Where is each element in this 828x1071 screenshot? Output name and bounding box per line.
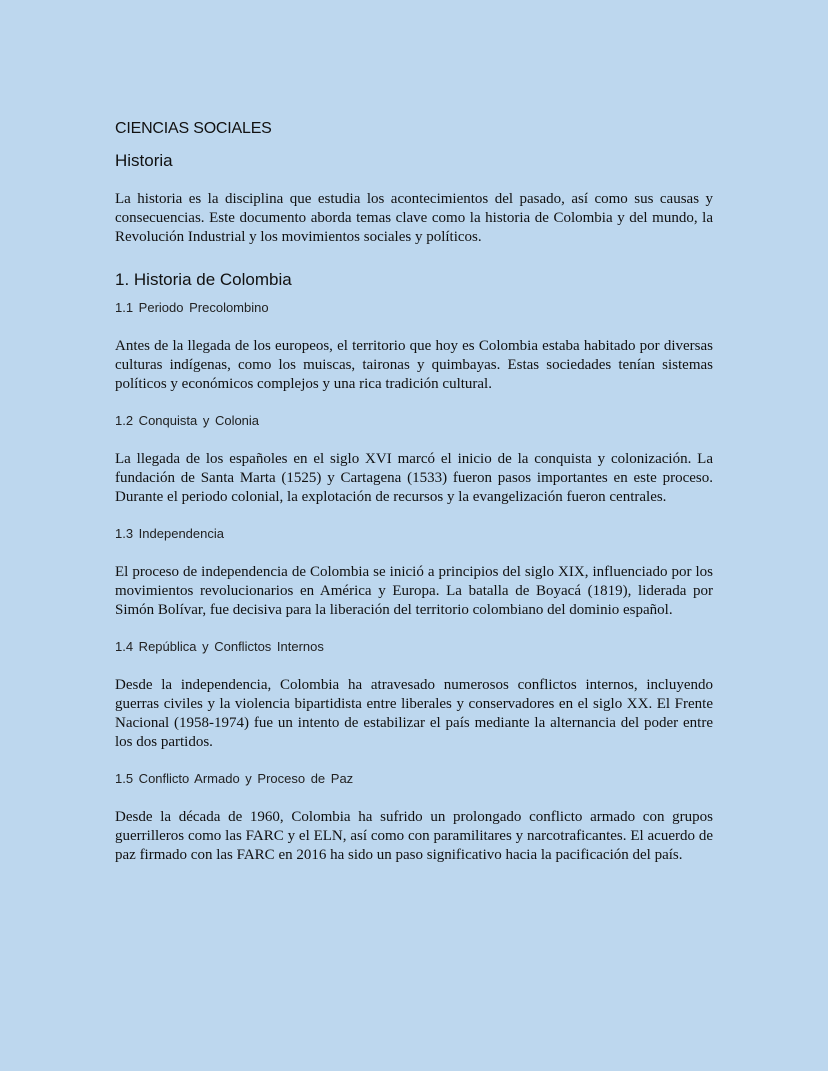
subsection-republica xyxy=(115,638,713,752)
subsection-paragraph: Antes de la llegada de los europeos, el territorio que hoy es Colombia estaba habitado por diversas culturas indígenas, como los muiscas, taironas y quimbayas. Estas sociedades tenían sistemas políticos y económicos complejos y una rica tradición cultural. xyxy=(115,338,713,392)
document-title: CIENCIAS SOCIALES xyxy=(115,120,272,137)
subsection-heading: 1.3 Independencia xyxy=(115,526,224,541)
subsection-heading: 1.5 Conflicto Armado y Proceso de Paz xyxy=(115,771,354,786)
subsection-precolombino xyxy=(115,299,713,394)
subsection-conquista xyxy=(115,412,713,507)
subsection-heading: 1.2 Conquista y Colonia xyxy=(115,413,260,428)
subsection-heading: 1.1 Periodo Precolombino xyxy=(115,300,269,315)
subsection-paragraph: Desde la independencia, Colombia ha atravesado numerosos conflictos internos, incluyendo guerras civiles y la violencia bipartidista entre liberales y conservadores en el siglo XX. El Frente Nacional (1958-1974) fue un intento de estabilizar el país mediante la alternancia del poder entre los dos partidos. xyxy=(115,677,713,750)
document-subtitle: Historia xyxy=(115,151,173,170)
subsection-paragraph: El proceso de independencia de Colombia se inició a principios del siglo XIX, influenciado por los movimientos revolucionarios en América y Europa. La batalla de Boyacá (1819), liderada por Simón Bolívar, fue decisiva para la liberación del territorio colombiano del dominio español. xyxy=(115,564,713,618)
document-content xyxy=(115,118,713,883)
subsection-independencia xyxy=(115,525,713,620)
subsection-conflicto xyxy=(115,770,713,865)
section-heading: 1. Historia de Colombia xyxy=(115,270,292,289)
subsection-heading: 1.4 República y Conflictos Internos xyxy=(115,639,324,654)
intro-paragraph: La historia es la disciplina que estudia los acontecimientos del pasado, así como sus causas y consecuencias. Este documento aborda temas clave como la historia de Colombia y del mundo, la Revolución Industrial y los movimientos sociales y políticos. xyxy=(115,191,713,245)
subsection-paragraph: Desde la década de 1960, Colombia ha sufrido un prolongado conflicto armado con grupos guerrilleros como las FARC y el ELN, así como con paramilitares y narcotraficantes. El acuerdo de paz firmado con las FARC en 2016 ha sido un paso significativo hacia la pacificación del país. xyxy=(115,809,713,863)
subsection-paragraph: La llegada de los españoles en el siglo XVI marcó el inicio de la conquista y colonización. La fundación de Santa Marta (1525) y Cartagena (1533) fueron pasos importantes en este proceso. Durante el periodo colonial, la explotación de recursos y la evangelización fueron centrales. xyxy=(115,451,713,505)
